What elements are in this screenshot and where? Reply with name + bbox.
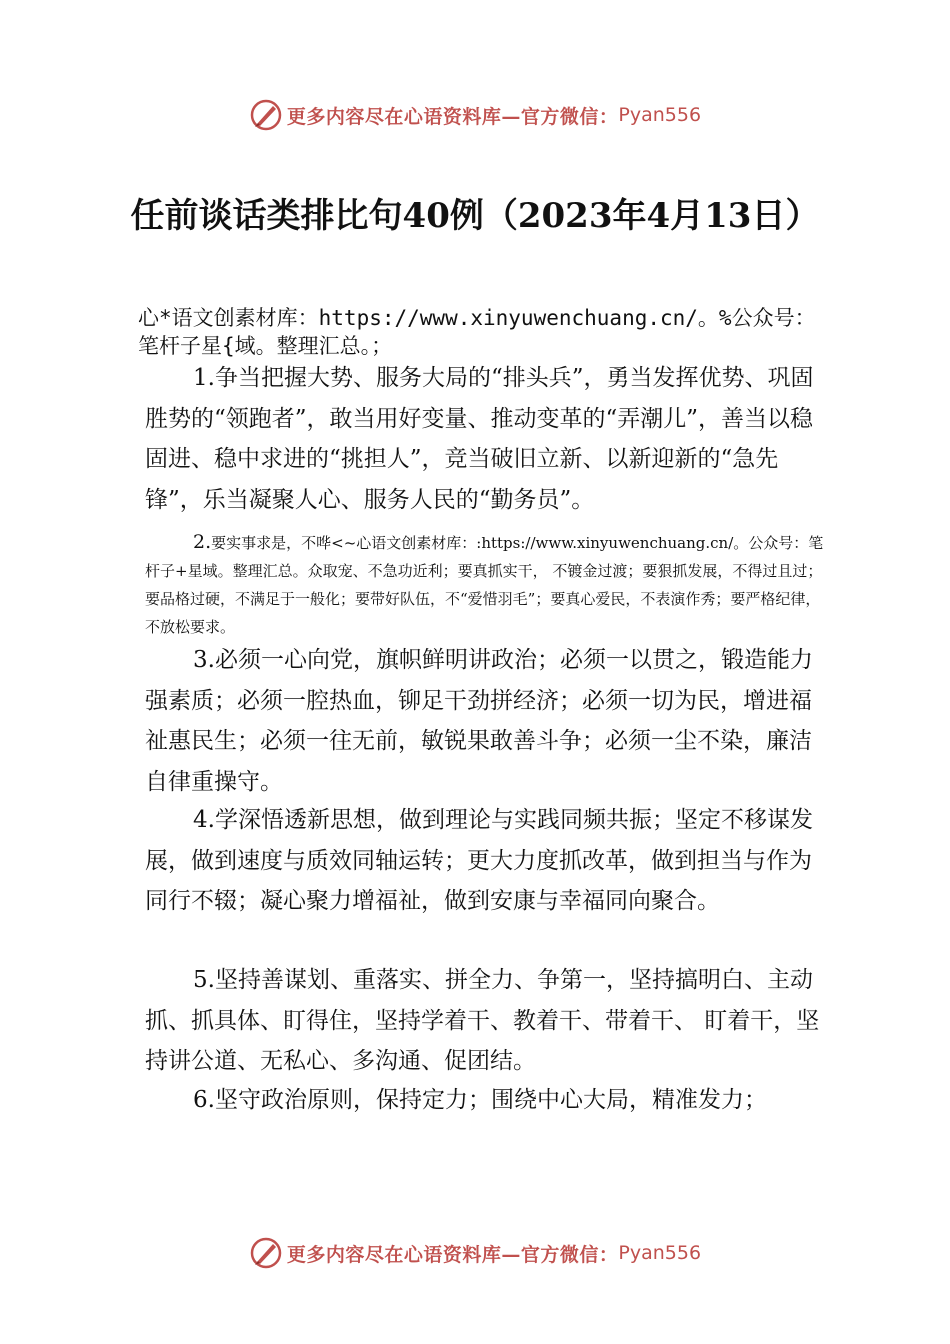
banner-text: 更多内容尽在心语资料库—官方微信： — [286, 105, 619, 128]
pen-logo-icon — [249, 98, 283, 132]
paragraph-2 — [145, 528, 825, 641]
paragraph-1: 1.争当把握大势、服务大局的“排头兵”，勇当发挥优势、巩固胜势的“领跑者”，敢当用好变量、推动变革的“弄潮儿”，善当以稳固进、稳中求进的“挑担人”，竞当破旧立新、以新迎新的“急先锋”，乐当凝聚人心、服务人民的“勤务员”。 — [145, 365, 814, 513]
paragraph-6: 6.坚守政治原则，保持定力；围绕中心大局，精准发力； — [193, 1087, 767, 1113]
paragraph-4: 4.学深悟透新思想，做到理论与实践同频共振；坚定不移谋发展，做到速度与质效同轴运转；更大力度抓改革，做到担当与作为同行不辍；凝心聚力增福祉，做到安康与幸福同向聚合。 — [145, 807, 813, 914]
document-title: 任前谈话类排比句40例（2023年4月13日） — [130, 196, 820, 236]
pen-logo-icon — [249, 1236, 283, 1270]
paragraph-5: 5.坚持善谋划、重落实、拼全力、争第一，坚持搞明白、主动抓、抓具体、盯得住，坚持学着干、教着干、带着干、 盯着干，坚持讲公道、无私心、多沟通、促团结。 — [145, 967, 820, 1074]
source-line: 心*语文创素材库：https://www.xinyuwenchuang.cn/。%公众号：笔杆子星{域。整理汇总。； — [138, 306, 816, 358]
footer-banner — [0, 1233, 950, 1273]
banner-wechat: Pyan556 — [618, 104, 702, 126]
banner-text: 更多内容尽在心语资料库—官方微信： — [286, 1243, 619, 1266]
paragraph-2-text: 要实事求是，不哗<~心语文创素材库：:https://www.xinyuwenchuang.cn/。公众号：笔杆子+星域。整理汇总。众取宠、不急功近利；要真抓实干， 不镀金过渡；要狠抓发展，不得过且过；要品格过硬，不满足于一般化；要带好队伍，不“爱惜羽毛”；要真心爱民，不表演作秀；要严格纪律，不放松要求。 — [145, 534, 824, 636]
paragraph-2-number: 2. — [193, 531, 212, 553]
paragraph-3: 3.必须一心向党，旗帜鲜明讲政治；必须一以贯之，锻造能力强素质；必须一腔热血，铆足干劲拼经济；必须一切为民，增进福祉惠民生；必须一往无前，敏锐果敢善斗争；必须一尘不染，廉洁自律重操守。 — [145, 647, 813, 795]
banner-wechat: Pyan556 — [618, 1242, 702, 1264]
header-banner — [0, 95, 950, 135]
